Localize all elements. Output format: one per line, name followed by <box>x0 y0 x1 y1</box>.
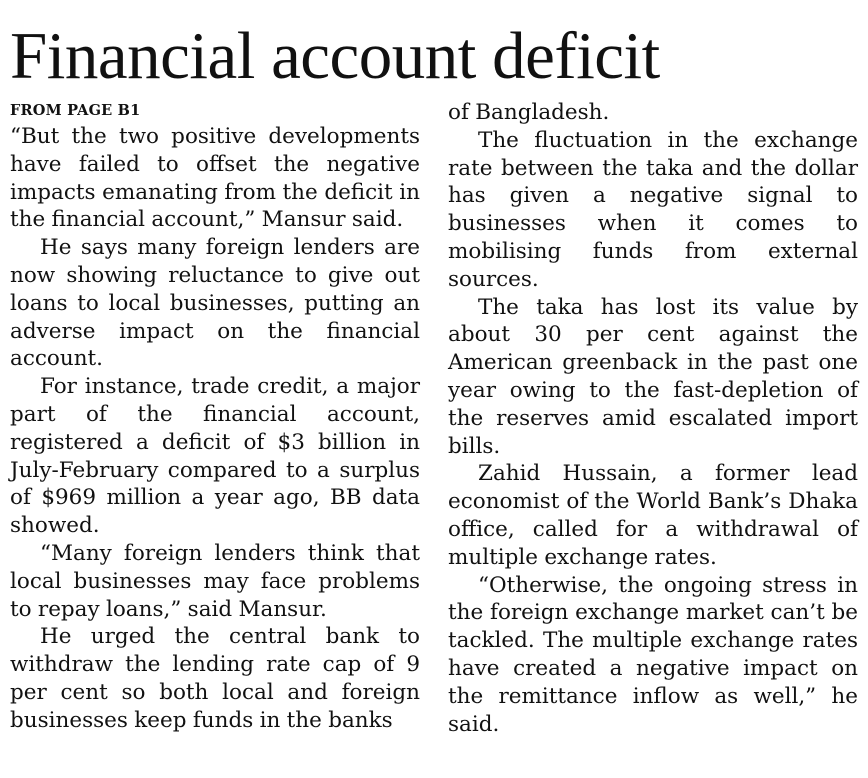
paragraph: “Otherwise, the ongoing stress in the foreign exchange market can’t be tackled. The multiple exchange rates have created a negative impact on the remittance inflow as well,” he said. <box>448 572 858 737</box>
paragraph: He urged the central bank to withdraw the lending rate cap of 9 per cent so both local and foreign businesses keep funds in the banks <box>10 624 420 733</box>
paragraph: “But the two positive developments have failed to offset the negative impacts emanating from the deficit in the financial account,” Mansur said. <box>10 124 420 233</box>
paragraph: The taka has lost its value by about 30 per cent against the American greenback in the past one year owing to the fast-depletion of the reserves amid escalated import bills. <box>448 294 858 459</box>
paragraph: Zahid Hussain, a former lead economist of the World Bank’s Dhaka office, called for a withdrawal of multiple exchange rates. <box>448 461 858 570</box>
paragraph: The fluctuation in the exchange rate between the taka and the dollar has given a negative signal to businesses when it comes to mobilising funds from external sources. <box>448 127 858 292</box>
headline: Financial account deficit <box>10 19 660 93</box>
jump-line: FROM PAGE B1 <box>10 102 141 119</box>
paragraph: “Many foreign lenders think that local businesses may face problems to repay loans,” said Mansur. <box>10 540 420 622</box>
article-column-right <box>448 99 858 738</box>
paragraph: He says many foreign lenders are now showing reluctance to give out loans to local businesses, putting an adverse impact on the financial account. <box>10 235 420 372</box>
paragraph-continued: of Bangladesh. <box>448 100 610 125</box>
paragraph: For instance, trade credit, a major part of the financial account, registered a deficit of $3 billion in July-February compared to a surplus of $969 million a year ago, BB data showed. <box>10 374 420 539</box>
article-column-left <box>10 99 420 735</box>
